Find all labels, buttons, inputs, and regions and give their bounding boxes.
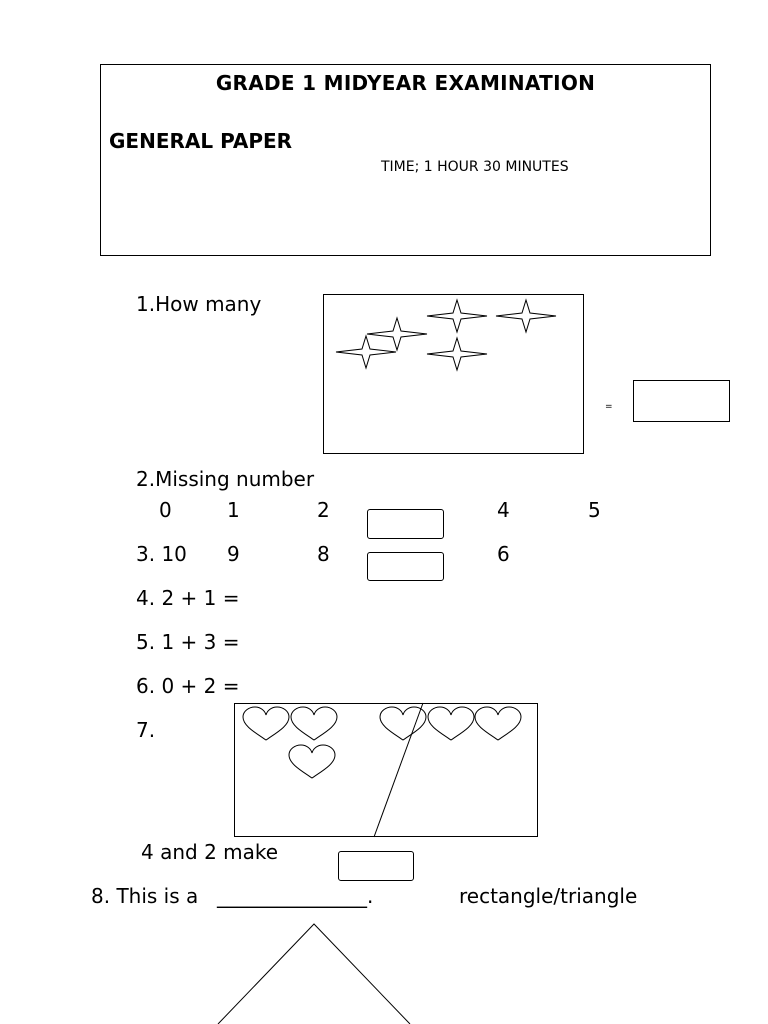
q8-blank[interactable]: _______________. (217, 884, 374, 908)
star-icon (336, 336, 396, 368)
star-icon (367, 318, 427, 350)
time-allowed: TIME; 1 HOUR 30 MINUTES (381, 159, 569, 175)
q1-prompt: 1.How many (136, 292, 262, 316)
q8-options: rectangle/triangle (459, 884, 638, 908)
paper-title: GENERAL PAPER (109, 129, 293, 153)
q2-title: 2.Missing number (136, 467, 315, 491)
heart-icon (291, 707, 337, 740)
q3-number-3: 6 (497, 542, 510, 566)
heart-icon (380, 707, 426, 740)
heart-icon (428, 707, 474, 740)
heart-icon (289, 745, 335, 778)
q2-number-1: 1 (227, 498, 240, 522)
star-icon (427, 300, 487, 332)
q1-equals: = (605, 402, 613, 412)
q4-text: 4. 2 + 1 = (136, 586, 240, 610)
q7-label: 7. (136, 718, 156, 742)
triangle-shape (218, 924, 410, 1024)
q3-number-0: 3. 10 (136, 542, 187, 566)
exam-title: GRADE 1 MIDYEAR EXAMINATION (215, 71, 596, 95)
q2-number-4: 5 (588, 498, 601, 522)
q2-number-2: 2 (317, 498, 330, 522)
heart-icon (475, 707, 521, 740)
star-icon (496, 300, 556, 332)
heart-icon (243, 707, 289, 740)
q7-caption: 4 and 2 make (141, 840, 279, 864)
q6-text: 6. 0 + 2 = (136, 674, 240, 698)
star-icon (427, 338, 487, 370)
q2-number-3: 4 (497, 498, 510, 522)
q8-prefix: 8. This is a (91, 884, 199, 908)
q5-text: 5. 1 + 3 = (136, 630, 240, 654)
q2-number-0: 0 (159, 498, 172, 522)
q3-number-2: 8 (317, 542, 330, 566)
q3-number-1: 9 (227, 542, 240, 566)
